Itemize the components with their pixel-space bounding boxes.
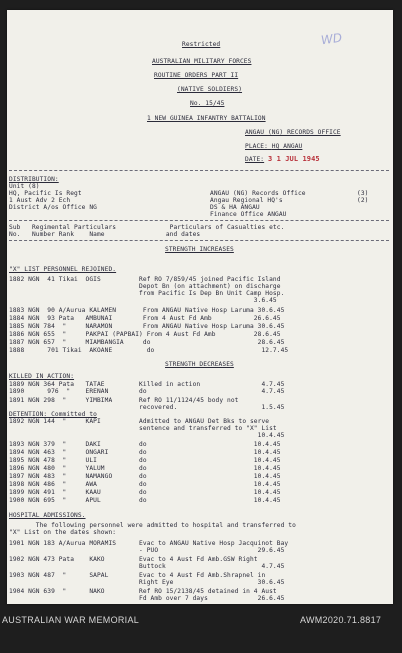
distribution-item: DS & HA ANGAU (210, 204, 260, 211)
column-header: Sub Regimental Particulars Particulars of Casualties etc. (9, 224, 285, 231)
entry-line: recovered. 1.5.45 (9, 404, 285, 411)
entry-line: 1885 NGN 784 " NARAMON From ANGAU Native Hosp Laruma 30.6.45 (9, 323, 285, 330)
entry-line: 1882 NGN 41 Tikai OGIS Ref RO 7/859/45 joined Pacific Island (9, 276, 281, 283)
hospital-heading: HOSPITAL ADMISSIONS. (9, 512, 86, 519)
entry-line: 1894 NGN 463 " ONGARI do 10.4.45 (9, 449, 281, 456)
place-label: PLACE: (245, 143, 268, 150)
entry-line: Buttock 4.7.45 (9, 563, 285, 570)
entry-line: 10.4.45 (9, 432, 285, 439)
orders-title: ROUTINE ORDERS PART II (154, 72, 239, 79)
entry-line: 1891 NGN 298 " YIMBIMA Ref RO 11/1124/45 body not (9, 397, 239, 404)
strength-decreases-heading: STRENGTH DECREASES (165, 361, 234, 368)
entry-line: 1892 NGN 144 " KAPI Admitted to ANGAU Det Bks to serve (9, 418, 270, 425)
distribution-item: Angau Regional HQ's (210, 197, 283, 204)
detention-heading: DETENTION: Committed to (9, 411, 97, 418)
date-stamp: 3 1 JUL 1945 (267, 155, 320, 163)
document-page (7, 10, 393, 604)
entry-line: 1901 NGN 183 A/Aurua MORAMIS Evac to ANGAU Native Hosp Jacquinot Bay (9, 540, 289, 547)
footer-accession-number: AWM2020.71.8817 (300, 615, 382, 625)
entry-line: from Pacific Is Dep Bn Unit Camp Hosp. (9, 290, 285, 297)
distribution-count: (2) (357, 197, 369, 204)
entry-line: 1902 NGN 473 Pata KAKO Evac to 4 Aust Fd Amb.GSW Right (9, 556, 258, 563)
entry-line: 1893 NGN 379 " DAKI do 10.4.45 (9, 441, 281, 448)
soldiers-title: (NATIVE SOLDIERS) (177, 86, 243, 93)
x-list-heading: "X" LIST PERSONNEL REJOINED. (9, 266, 117, 273)
entry-line: 1898 NGN 486 " AWA do 10.4.45 (9, 481, 281, 488)
hospital-intro: "X" List on the dates shown: (9, 529, 117, 536)
entry-line: sentence and transferred to "X" List (9, 425, 277, 432)
distribution-count: (3) (357, 190, 369, 197)
divider (9, 220, 389, 221)
killed-heading: KILLED IN ACTION: (9, 373, 75, 380)
footer-credit: AUSTRALIAN WAR MEMORIAL (2, 615, 140, 625)
distribution-item: Unit (8) (9, 183, 40, 190)
restricted-label: Restricted (182, 41, 221, 48)
entry-line: 1888 701 Tikai AKOANE do 12.7.45 (9, 347, 289, 354)
column-header: No. Number Rank Name and dates (9, 231, 201, 238)
entry-line: 1895 NGN 478 " ULI do 10.4.45 (9, 457, 281, 464)
place-value: HQ ANGAU (271, 143, 303, 150)
office-title: ANGAU (NG) RECORDS OFFICE (245, 129, 341, 136)
place-line (245, 143, 302, 150)
battalion-title: 1 NEW GUINEA INFANTRY BATTALION (147, 115, 266, 122)
entry-line: 1890 976 " ERENAN do 4.7.45 (9, 388, 285, 395)
entry-line: 1904 NGN 639 " NAKO Ref RO 15/2138/45 detained in 4 Aust (9, 588, 277, 595)
handwritten-mark: WD (320, 30, 343, 48)
entry-line: 1887 NGN 657 " MIAMBANGIA do 28.6.45 (9, 339, 285, 346)
entry-line: 1883 NGN 90 A/Aurua KALAMEN From ANGAU Native Hosp Laruma 30.6.45 (9, 307, 285, 314)
divider (9, 170, 389, 171)
distribution-item: HQ, Pacific Is Regt (9, 190, 82, 197)
entry-line: 1900 NGN 695 " APUL do 10.4.45 (9, 497, 281, 504)
order-number: No. 15/45 (190, 100, 225, 107)
distribution-title: DISTRIBUTION: (9, 176, 59, 183)
distribution-item: ANGAU (NG) Records Office (210, 190, 306, 197)
divider (9, 240, 389, 241)
entry-line: 1886 NGN 655 " PAKPAI (PAPBAI) From 4 Aust Fd Amb 28.6.45 (9, 331, 281, 338)
entry-line: Fd Amb over 7 days 26.6.45 (9, 595, 285, 602)
entry-line: Depot Bn (on attachment) on discharge (9, 283, 281, 290)
distribution-item: Finance Office ANGAU (210, 211, 287, 218)
strength-increases-heading: STRENGTH INCREASES (165, 246, 234, 253)
entry-line: 1897 NGN 483 " NAMANGO do 10.4.45 (9, 473, 281, 480)
entry-line: 1896 NGN 480 " YALUM do 10.4.45 (9, 465, 281, 472)
hospital-intro: The following personnel were admitted to hospital and transferred to (9, 522, 296, 529)
entry-line: 1899 NGN 491 " KAAU do 10.4.45 (9, 489, 281, 496)
entry-line: 1903 NGN 487 " SAPAL Evac to 4 Aust Fd Amb.Shrapnel in (9, 572, 266, 579)
date-label: DATE: (245, 156, 265, 163)
entry-line: 3.6.45 (9, 297, 277, 304)
entry-line: Right Eye 30.6.45 (9, 579, 285, 586)
entry-line: - PUO 29.6.45 (9, 547, 285, 554)
entry-line: 1884 NGN 93 Pata AMBUNAI From 4 Aust Fd Amb 26.6.45 (9, 315, 281, 322)
date-line (245, 156, 320, 163)
entry-line: 1889 NGN 364 Pata TATAE Killed in action 4.7.45 (9, 381, 285, 388)
forces-title: AUSTRALIAN MILITARY FORCES (152, 58, 252, 65)
distribution-item: District A/os Office NG (9, 204, 97, 211)
distribution-item: 1 Aust Adv 2 Ech (9, 197, 71, 204)
